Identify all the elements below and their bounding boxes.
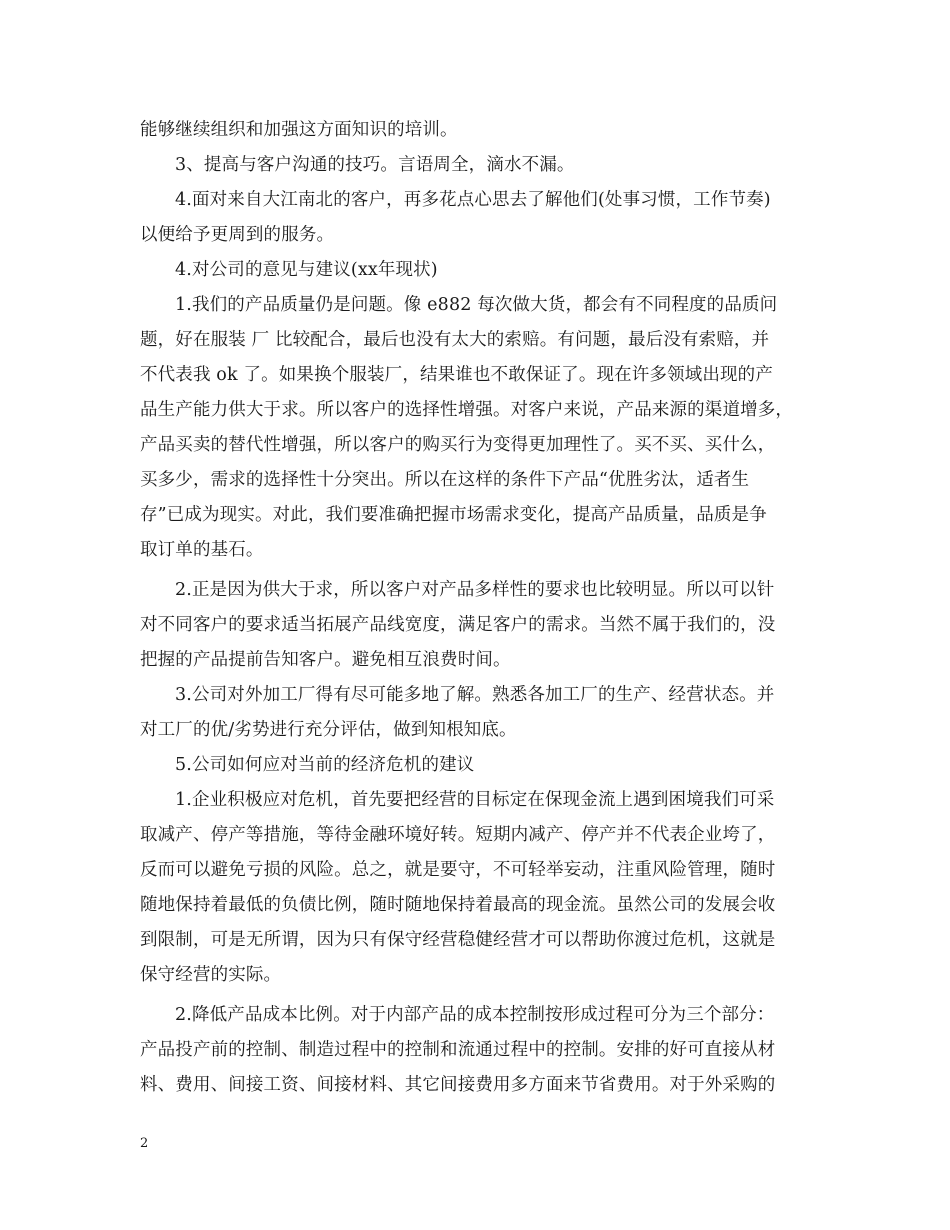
text-line: 料、费用、间接工资、间接材料、其它间接费用多方面来节省费用。对于外采购的 [140,1075,776,1095]
text-line: 买多少，需求的选择性十分突出。所以在这样的条件下产品“优胜劣汰，适者生 [140,470,750,490]
text-line: 2.降低产品成本比例。对于内部产品的成本控制按形成过程可分为三个部分： [175,1005,775,1025]
text-line: 5.公司如何应对当前的经济危机的建议 [175,755,475,775]
text-line: 题，好在服装 厂 比较配合，最后也没有太大的索赔。有问题，最后没有索赔，并 [140,330,770,350]
text-line: 不代表我 ok 了。如果换个服装厂，结果谁也不敢保证了。现在许多领域出现的产 [140,365,773,385]
text-line: 到限制，可是无所谓，因为只有保守经营稳健经营才可以帮助你渡过危机，这就是 [140,930,776,950]
text-line: 1.我们的产品质量仍是问题。像 e882 每次做大货，都会有不同程度的品质问 [175,295,778,315]
text-line: 对工厂的优/劣势进行充分评估，做到知根知底。 [140,720,517,740]
text-line: 产品投产前的控制、制造过程中的控制和流通过程中的控制。安排的好可直接从材 [140,1040,776,1060]
text-line: 存”已成为现实。对此，我们要准确把握市场需求变化，提高产品质量，品质是争 [140,505,767,525]
text-line: 以便给予更周到的服务。 [140,225,335,245]
text-line: 取订单的基石。 [140,540,264,560]
text-line: 4.对公司的意见与建议(xx年现状) [175,260,438,280]
text-line: 对不同客户的要求适当拓展产品线宽度，满足客户的需求。当然不属于我们的，没 [140,615,776,635]
text-line: 2.正是因为供大于求，所以客户对产品多样性的要求也比较明显。所以可以针 [175,580,775,600]
text-line: 3、提高与客户沟通的技巧。言语周全，滴水不漏。 [175,155,575,175]
text-line: 反而可以避免亏损的风险。总之，就是要守，不可轻举妄动，注重风险管理，随时 [140,860,776,880]
text-line: 能够继续组织和加强这方面知识的培训。 [140,120,458,140]
text-line: 3.公司对外加工厂得有尽可能多地了解。熟悉各加工厂的生产、经营状态。并 [175,685,775,705]
text-line: 取减产、停产等措施，等待金融环境好转。短期内减产、停产并不代表企业垮了， [140,825,776,845]
text-line: 1.企业积极应对危机，首先要把经营的目标定在保现金流上遇到困境我们可采 [175,790,775,810]
text-line: 把握的产品提前告知客户。避免相互浪费时间。 [140,650,511,670]
text-line: 品生产能力供大于求。所以客户的选择性增强。对客户来说，产品来源的渠道增多， [140,400,794,420]
page-number: 2 [140,1136,149,1151]
text-line: 4.面对来自大江南北的客户，再多花点心思去了解他们(处事习惯，工作节奏) [175,190,771,210]
text-line: 产品买卖的替代性增强，所以客户的购买行为变得更加理性了。买不买、买什么， [140,435,776,455]
text-line: 保守经营的实际。 [140,965,282,985]
text-line: 随地保持着最低的负债比例，随时随地保持着最高的现金流。虽然公司的发展会收 [140,895,776,915]
